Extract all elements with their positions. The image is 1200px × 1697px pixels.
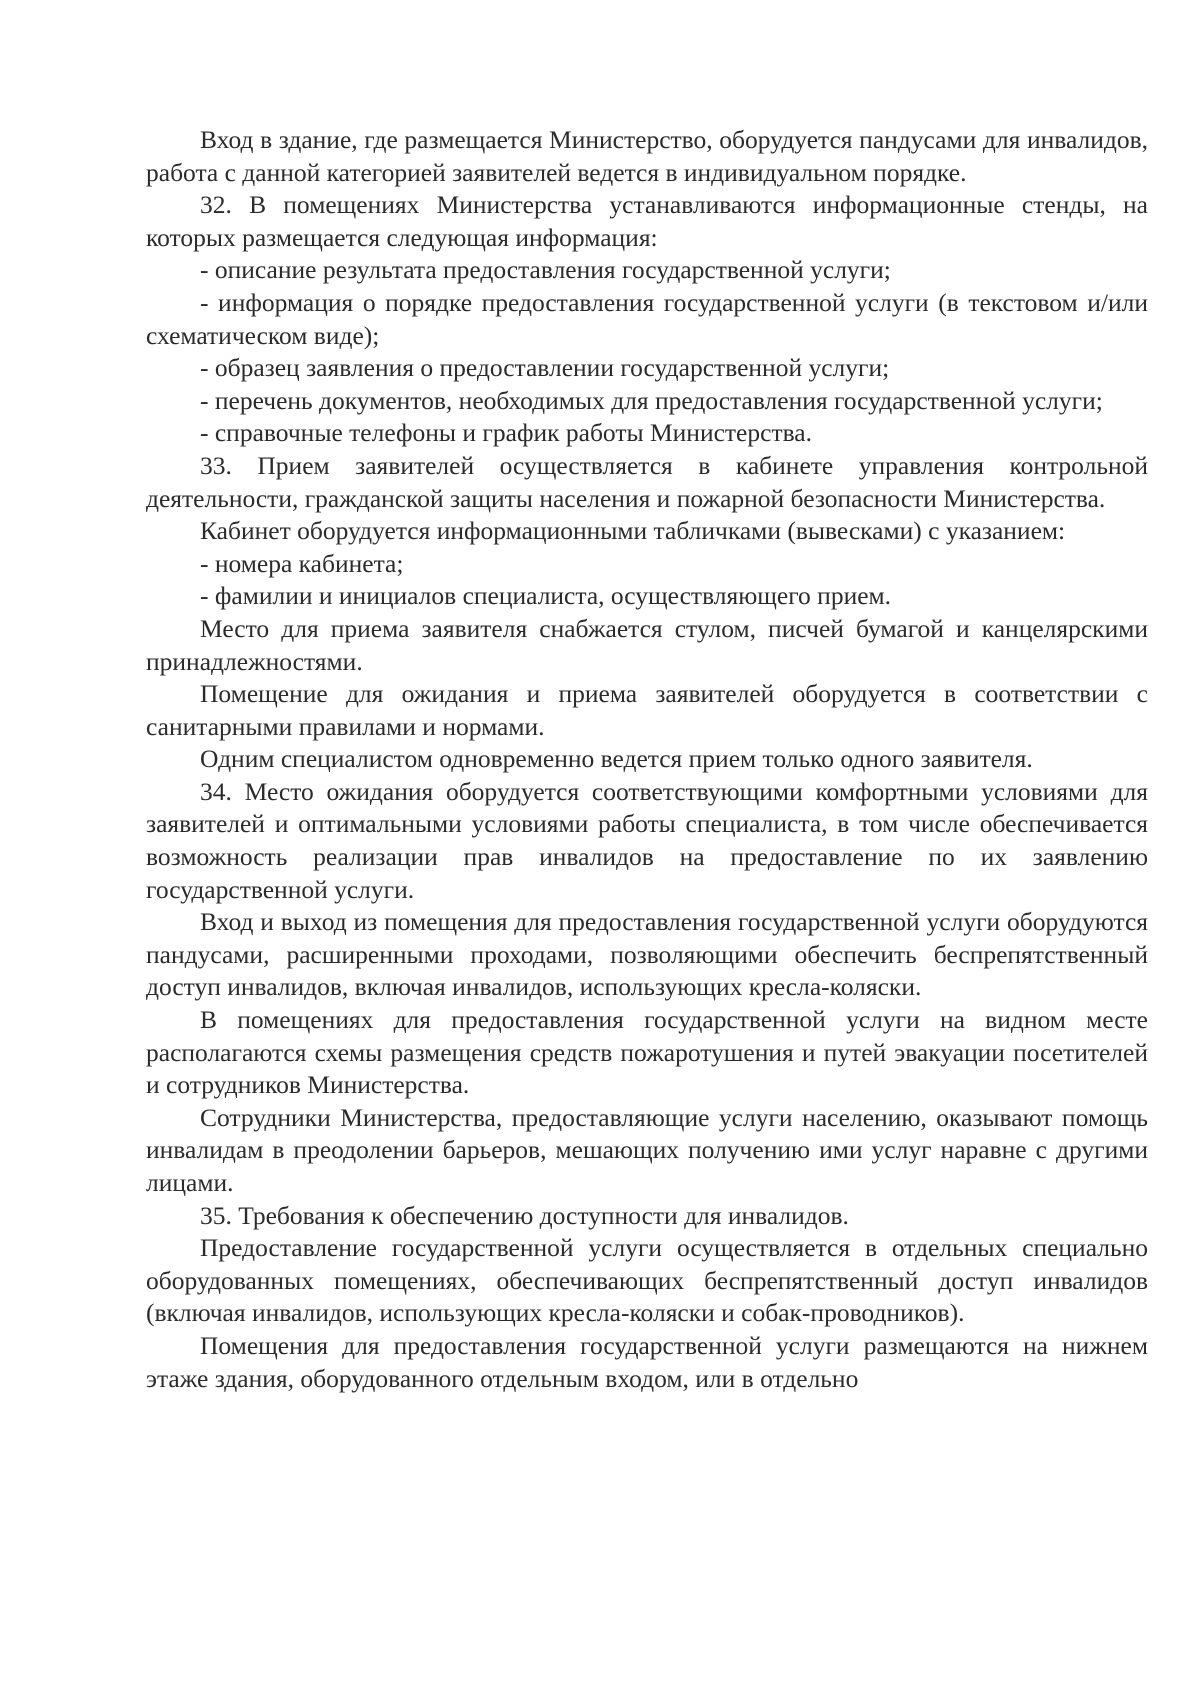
list-item-specialist-name: - фамилии и инициалов специалиста, осуществляющего прием. <box>200 581 892 611</box>
list-item-procedure-info: - информация о порядке предоставления государственной услуги (в текстовом и/или схематическом виде); <box>146 287 1148 350</box>
paragraph-entrance-ramps: Вход в здание, где размещается Министерство, оборудуется пандусами для инвалидов, работа с данной категорией заявителей ведется в индивидуальном порядке. <box>146 125 1148 187</box>
paragraph-item-34: 34. Место ожидания оборудуется соответствующими комфортными условиями для заявителей и оптимальными условиями работы специалиста, в том числе обеспечивается возможность реализации прав инвалидов на предоставление по их заявлению государственной услуги. <box>146 776 1148 904</box>
paragraph-item-35: 35. Требования к обеспечению доступности для инвалидов. <box>200 1200 849 1230</box>
list-item-application-sample: - образец заявления о предоставлении государственной услуги; <box>200 353 890 383</box>
list-item-documents-list: - перечень документов, необходимых для предоставления государственной услуги; <box>200 385 1103 415</box>
list-item-office-number: - номера кабинета; <box>200 548 404 578</box>
paragraph-ground-floor: Помещения для предоставления государственной услуги размещаются на нижнем этаже здания, оборудованного отдельным входом, или в отдельно <box>146 1330 1148 1393</box>
paragraph-entrance-exit: Вход и выход из помещения для предоставления государственной услуги оборудуются пандусами, расширенными проходами, позволяющими обеспечить беспрепятственный доступ инвалидов, включая инвалидов, использующих кресла-коляски. <box>146 907 1148 1002</box>
paragraph-reception-place: Место для приема заявителя снабжается стулом, писчей бумагой и канцелярскими принадлежностями. <box>146 613 1148 676</box>
paragraph-item-33: 33. Прием заявителей осуществляется в кабинете управления контрольной деятельности, гражданской защиты населения и пожарной безопасности Министерства. <box>146 450 1148 513</box>
paragraph-special-premises: Предоставление государственной услуги осуществляется в отдельных специально оборудованных помещениях, обеспечивающих беспрепятственный доступ инвалидов (включая инвалидов, использующих кресла-коляски и собак-проводников). <box>146 1233 1148 1328</box>
paragraph-waiting-room: Помещение для ожидания и приема заявителей оборудуется в соответствии с санитарными правилами и нормами. <box>146 679 1148 741</box>
document-body <box>146 124 1148 1395</box>
list-item-phones-schedule: - справочные телефоны и график работы Министерства. <box>200 418 812 448</box>
paragraph-item-32: 32. В помещениях Министерства устанавливаются информационные стенды, на которых размещается следующая информация: <box>146 190 1148 252</box>
paragraph-office-signs: Кабинет оборудуется информационными табличками (вывесками) с указанием: <box>200 516 1066 546</box>
paragraph-one-applicant: Одним специалистом одновременно ведется прием только одного заявителя. <box>200 744 1033 774</box>
list-item-result-description: - описание результата предоставления государственной услуги; <box>200 255 891 285</box>
paragraph-evacuation-schemes: В помещениях для предоставления государственной услуги на видном месте располагаются схемы размещения средств пожаротушения и путей эвакуации посетителей и сотрудников Министерства. <box>146 1005 1148 1100</box>
paragraph-staff-assistance: Сотрудники Министерства, предоставляющие услуги населению, оказывают помощь инвалидам в преодолении барьеров, мешающих получению ими услуг наравне с другими лицами. <box>146 1102 1148 1197</box>
